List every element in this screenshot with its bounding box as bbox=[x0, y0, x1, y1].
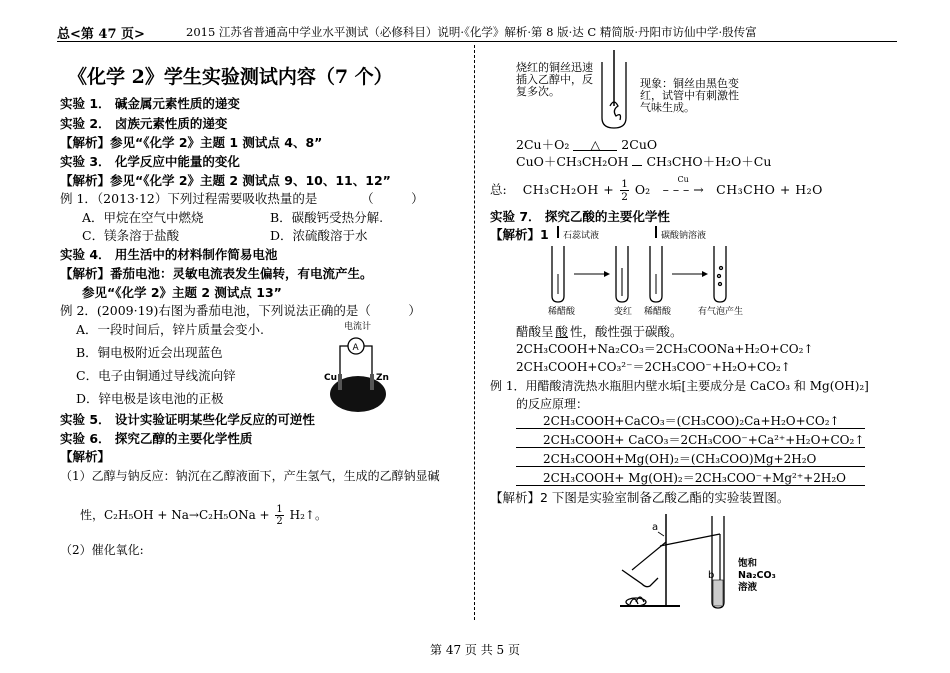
turns-red-label: 变红 bbox=[614, 307, 633, 316]
equation-sodium-carbonate: 2CH₃COOH+Na₂CO₃＝2CH₃COONa+H₂O+CO₂↑ bbox=[516, 342, 814, 356]
acidity-statement: 醋酸呈 酸 性，酸性强于碳酸。 bbox=[516, 324, 683, 339]
na2co3-label: Na₂CO₃ bbox=[738, 570, 776, 581]
observation-note: 现象：铜丝由黑色变 红，试管中有刺激性 气味生成。 bbox=[640, 77, 739, 114]
experiment-5: 实验 5． 设计实验证明某些化学反应的可逆性 bbox=[60, 412, 315, 427]
analysis-3: 【解析】番茄电池：灵敏电流表发生偏转，有电流产生。 bbox=[60, 266, 373, 281]
analysis-2: 【解析】参见“《化学 2》主题 2 测试点 9、10、11、12” bbox=[60, 173, 391, 188]
example-1-option-b: B．碳酸钙受热分解. bbox=[270, 210, 384, 225]
experiment-4: 实验 4． 用生活中的材料制作简易电池 bbox=[60, 247, 278, 262]
example-3-line2: 的反应原理： bbox=[516, 397, 589, 411]
example-1-stem: 例 1．（2013·12）下列过程需要吸收热量的是 （ ） bbox=[60, 191, 424, 206]
page-number-label: 总<第 47 页> bbox=[57, 27, 145, 42]
catalytic-oxidation-label: （2）催化氧化: bbox=[60, 543, 144, 557]
analysis-6: 【解析】2 下图是实验室制备乙酸乙酯的实验装置图。 bbox=[490, 490, 790, 505]
answer-line-2: 2CH₃COOH+ CaCO₃＝2CH₃COO⁻+Ca²⁺+H₂O+CO₂↑ bbox=[516, 431, 865, 448]
label-b: b bbox=[708, 570, 715, 581]
acetic-acid-label-1: 稀醋酸 bbox=[548, 307, 576, 316]
ammeter-label: 电流计 bbox=[344, 322, 372, 332]
example-1-option-d: D．浓硫酸溶于水 bbox=[270, 228, 368, 243]
analysis-5: 【解析】1 bbox=[490, 227, 549, 242]
answer-line-4: 2CH₃COOH+ Mg(OH)₂＝2CH₃COO⁻+Mg²⁺+2H₂O bbox=[516, 469, 865, 486]
analysis-4: 【解析】 bbox=[60, 449, 111, 464]
test-tube-figure bbox=[596, 48, 632, 130]
equation-cuo-ethanol: CuO＋CH₃CH₂OH CH₃CHO＋H₂O＋Cu bbox=[516, 154, 772, 169]
cu-electrode-label: Cu bbox=[324, 373, 338, 383]
example-2-option-b: B．铜电极附近会出现蓝色 bbox=[76, 345, 223, 360]
example-2-option-a: A．一段时间后，锌片质量会变小. bbox=[76, 322, 265, 337]
example-2-stem: 例 2．(2009·19)右图为番茄电池，下列说法正确的是（ ） bbox=[60, 303, 421, 318]
experiment-6: 实验 6． 探究乙醇的主要化学性质 bbox=[60, 431, 253, 446]
experiment-1: 实验 1． 碱金属元素性质的递变 bbox=[60, 96, 240, 111]
copper-wire-note: 烧红的铜丝迅速 插入乙醇中，反 复多次。 bbox=[516, 61, 593, 98]
experiment-3: 实验 3． 化学反应中能量的变化 bbox=[60, 154, 240, 169]
equation-copper-oxidation: 2Cu＋O₂ △ 2CuO bbox=[516, 137, 658, 152]
column-divider bbox=[474, 45, 475, 620]
carbonate-label: 碳酸钠溶液 bbox=[661, 231, 707, 241]
example-1-option-c: C．镁条溶于盐酸 bbox=[82, 228, 180, 243]
header-rule bbox=[57, 41, 897, 42]
header-title: 2015 江苏省普通高中学业水平测试（必修科目）说明·《化学》解析·第 8 版·达 C 精简版·丹阳市访仙中学·殷传富 bbox=[186, 25, 757, 39]
tomato-battery-figure bbox=[318, 318, 400, 414]
analysis-3-ref: 参见“《化学 2》主题 2 测试点 13” bbox=[82, 285, 282, 300]
label-a: a bbox=[652, 522, 659, 533]
answer-line-1: 2CH₃COOH+CaCO₃＝(CH₃COO)₂Ca+H₂O+CO₂↑ bbox=[516, 412, 865, 429]
experiment-2: 实验 2． 卤族元素性质的递变 bbox=[60, 116, 228, 131]
solution-label: 溶液 bbox=[738, 582, 758, 593]
zn-electrode-label: Zn bbox=[376, 373, 389, 383]
answer-line-3: 2CH₃COOH+Mg(OH)₂＝(CH₃COO)Mg+2H₂O bbox=[516, 450, 865, 467]
section-title: 《化学 2》学生实验测试内容（7 个） bbox=[68, 66, 393, 88]
sodium-reaction-line2: 性，C₂H₅OH + Na→C₂H₅ONa + $\frac{1}{2}$ H₂↑。 bbox=[80, 504, 327, 527]
example-2-option-d: D．锌电极是该电池的正极 bbox=[76, 391, 224, 406]
overall-equation: 总: CH₃CH₂OH + $\frac{1}{2}$ O₂ Cu – – – → CH₃CHO + H₂O bbox=[490, 175, 823, 203]
example-3-line1: 例 1．用醋酸清洗热水瓶胆内壁水垢[主要成分是 CaCO₃ 和 Mg(OH)₂] bbox=[490, 379, 869, 393]
example-2-option-c: C．电子由铜通过导线流向锌 bbox=[76, 368, 236, 383]
acetic-acid-test-figure bbox=[548, 224, 780, 316]
page-footer: 第 47 页 共 5 页 bbox=[430, 643, 520, 657]
litmus-label: 石蕊试液 bbox=[563, 231, 600, 241]
ammeter-symbol: A bbox=[352, 343, 359, 353]
experiment-7: 实验 7． 探究乙酸的主要化学性 bbox=[490, 209, 670, 224]
acetic-acid-label-2: 稀醋酸 bbox=[644, 307, 672, 316]
ester-apparatus-figure bbox=[600, 506, 800, 612]
sodium-reaction-line1: （1）乙醇与钠反应：钠沉在乙醇液面下，产生氢气，生成的乙醇钠显碱 bbox=[60, 469, 440, 483]
equation-ionic-carbonate: 2CH₃COOH+CO₃²⁻＝2CH₃COO⁻+H₂O+CO₂↑ bbox=[516, 360, 791, 374]
bubbles-label: 有气泡产生 bbox=[698, 307, 744, 316]
saturated-label: 饱和 bbox=[738, 558, 758, 569]
analysis-1: 【解析】参见“《化学 2》主题 1 测试点 4、8” bbox=[60, 135, 323, 150]
example-1-option-a: A．甲烷在空气中燃烧 bbox=[82, 210, 204, 225]
